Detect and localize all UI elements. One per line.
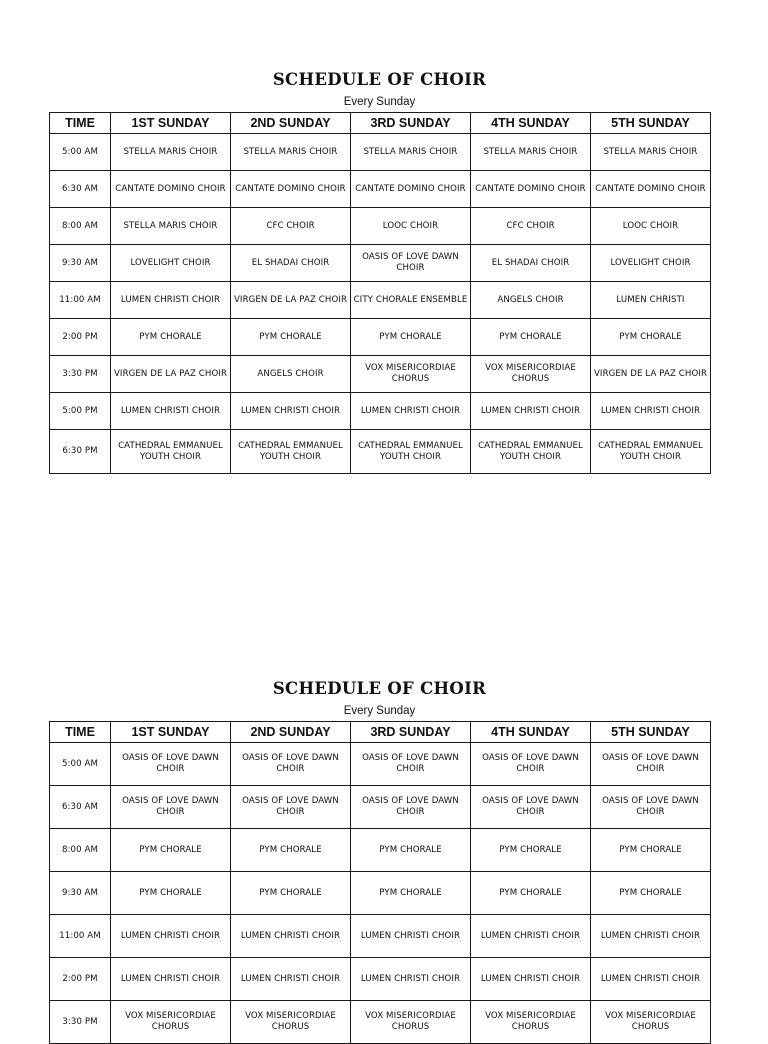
table-row bbox=[50, 786, 711, 829]
choir-cell: EL SHADAI CHOIR bbox=[231, 245, 351, 282]
choir-cell: PYM CHORALE bbox=[111, 872, 231, 915]
choir-cell: LUMEN CHRISTI CHOIR bbox=[231, 393, 351, 430]
choir-cell: LUMEN CHRISTI CHOIR bbox=[471, 915, 591, 958]
table-row bbox=[50, 393, 711, 430]
choir-cell: PYM CHORALE bbox=[471, 872, 591, 915]
choir-cell: PYM CHORALE bbox=[351, 872, 471, 915]
choir-cell: CANTATE DOMINO CHOIR bbox=[231, 171, 351, 208]
choir-cell: PYM CHORALE bbox=[111, 829, 231, 872]
choir-cell: OASIS OF LOVE DAWN CHOIR bbox=[471, 743, 591, 786]
choir-cell: PYM CHORALE bbox=[471, 829, 591, 872]
choir-cell: OASIS OF LOVE DAWN CHOIR bbox=[351, 743, 471, 786]
table-row bbox=[50, 208, 711, 245]
choir-cell: OASIS OF LOVE DAWN CHOIR bbox=[111, 786, 231, 829]
choir-cell: OASIS OF LOVE DAWN CHOIR bbox=[231, 743, 351, 786]
choir-cell: ANGELS CHOIR bbox=[231, 356, 351, 393]
time-cell: 11:00 AM bbox=[50, 282, 111, 319]
choir-cell: LUMEN CHRISTI CHOIR bbox=[351, 958, 471, 1001]
table-row bbox=[50, 430, 711, 474]
header-2nd-sunday: 2ND SUNDAY bbox=[231, 113, 351, 134]
choir-cell: CANTATE DOMINO CHOIR bbox=[111, 171, 231, 208]
choir-cell: CANTATE DOMINO CHOIR bbox=[471, 171, 591, 208]
choir-schedule-table bbox=[49, 721, 711, 1044]
choir-cell: LOOC CHOIR bbox=[591, 208, 711, 245]
table-header-row bbox=[50, 722, 711, 743]
time-cell: 5:00 PM bbox=[50, 393, 111, 430]
schedule-title: SCHEDULE OF CHOIR bbox=[272, 679, 487, 698]
time-cell: 3:30 PM bbox=[50, 356, 111, 393]
table-row bbox=[50, 319, 711, 356]
choir-cell: PYM CHORALE bbox=[231, 829, 351, 872]
choir-cell: PYM CHORALE bbox=[351, 829, 471, 872]
time-cell: 11:00 AM bbox=[50, 915, 111, 958]
choir-cell: VOX MISERICORDIAE CHORUS bbox=[471, 356, 591, 393]
choir-cell: STELLA MARIS CHOIR bbox=[591, 134, 711, 171]
table-header-row bbox=[50, 113, 711, 134]
table-row bbox=[50, 872, 711, 915]
choir-cell: STELLA MARIS CHOIR bbox=[111, 208, 231, 245]
choir-cell: PYM CHORALE bbox=[471, 319, 591, 356]
table-row bbox=[50, 356, 711, 393]
choir-cell: LUMEN CHRISTI CHOIR bbox=[471, 958, 591, 1001]
choir-cell: LUMEN CHRISTI CHOIR bbox=[591, 958, 711, 1001]
time-cell: 5:00 AM bbox=[50, 134, 111, 171]
choir-cell: PYM CHORALE bbox=[231, 872, 351, 915]
choir-cell: VOX MISERICORDIAE CHORUS bbox=[591, 1001, 711, 1044]
table-row bbox=[50, 245, 711, 282]
header-time: TIME bbox=[50, 113, 111, 134]
choir-cell: LUMEN CHRISTI CHOIR bbox=[591, 393, 711, 430]
time-cell: 5:00 AM bbox=[50, 743, 111, 786]
choir-cell: LUMEN CHRISTI CHOIR bbox=[111, 958, 231, 1001]
choir-cell: VOX MISERICORDIAE CHORUS bbox=[351, 1001, 471, 1044]
choir-cell: LUMEN CHRISTI CHOIR bbox=[231, 915, 351, 958]
choir-cell: CFC CHOIR bbox=[471, 208, 591, 245]
choir-cell: CATHEDRAL EMMANUEL YOUTH CHOIR bbox=[231, 430, 351, 474]
choir-cell: STELLA MARIS CHOIR bbox=[111, 134, 231, 171]
table-row bbox=[50, 282, 711, 319]
choir-cell: OASIS OF LOVE DAWN CHOIR bbox=[471, 786, 591, 829]
time-cell: 9:30 AM bbox=[50, 872, 111, 915]
choir-cell: CFC CHOIR bbox=[231, 208, 351, 245]
header-1st-sunday: 1ST SUNDAY bbox=[111, 113, 231, 134]
header-3rd-sunday: 3RD SUNDAY bbox=[351, 722, 471, 743]
choir-cell: CATHEDRAL EMMANUEL YOUTH CHOIR bbox=[111, 430, 231, 474]
choir-cell: CANTATE DOMINO CHOIR bbox=[591, 171, 711, 208]
time-cell: 6:30 PM bbox=[50, 430, 111, 474]
schedule-title: SCHEDULE OF CHOIR bbox=[272, 70, 487, 89]
header-4th-sunday: 4TH SUNDAY bbox=[471, 113, 591, 134]
table-row bbox=[50, 1001, 711, 1044]
header-5th-sunday: 5TH SUNDAY bbox=[591, 113, 711, 134]
header-time: TIME bbox=[50, 722, 111, 743]
schedule-subtitle: Every Sunday bbox=[343, 705, 416, 717]
choir-cell: ANGELS CHOIR bbox=[471, 282, 591, 319]
header-1st-sunday: 1ST SUNDAY bbox=[111, 722, 231, 743]
choir-cell: VIRGEN DE LA PAZ CHOIR bbox=[591, 356, 711, 393]
header-4th-sunday: 4TH SUNDAY bbox=[471, 722, 591, 743]
choir-cell: OASIS OF LOVE DAWN CHOIR bbox=[111, 743, 231, 786]
choir-cell: VOX MISERICORDIAE CHORUS bbox=[231, 1001, 351, 1044]
time-cell: 2:00 PM bbox=[50, 319, 111, 356]
choir-cell: STELLA MARIS CHOIR bbox=[231, 134, 351, 171]
choir-cell: VIRGEN DE LA PAZ CHOIR bbox=[111, 356, 231, 393]
choir-cell: VIRGEN DE LA PAZ CHOIR bbox=[231, 282, 351, 319]
choir-cell: CATHEDRAL EMMANUEL YOUTH CHOIR bbox=[591, 430, 711, 474]
choir-cell: LUMEN CHRISTI CHOIR bbox=[111, 282, 231, 319]
choir-cell: PYM CHORALE bbox=[591, 872, 711, 915]
choir-cell: LOVELIGHT CHOIR bbox=[111, 245, 231, 282]
header-2nd-sunday: 2ND SUNDAY bbox=[231, 722, 351, 743]
choir-cell: CATHEDRAL EMMANUEL YOUTH CHOIR bbox=[471, 430, 591, 474]
choir-schedule-table bbox=[49, 112, 711, 474]
time-cell: 8:00 AM bbox=[50, 829, 111, 872]
choir-cell: LUMEN CHRISTI CHOIR bbox=[471, 393, 591, 430]
choir-cell: LUMEN CHRISTI CHOIR bbox=[231, 958, 351, 1001]
choir-cell: LUMEN CHRISTI CHOIR bbox=[111, 915, 231, 958]
time-cell: 6:30 AM bbox=[50, 171, 111, 208]
choir-cell: VOX MISERICORDIAE CHORUS bbox=[351, 356, 471, 393]
choir-cell: VOX MISERICORDIAE CHORUS bbox=[471, 1001, 591, 1044]
time-cell: 6:30 AM bbox=[50, 786, 111, 829]
choir-cell: LUMEN CHRISTI CHOIR bbox=[351, 393, 471, 430]
schedule-section bbox=[49, 68, 710, 474]
schedule-section bbox=[49, 677, 710, 1044]
header-5th-sunday: 5TH SUNDAY bbox=[591, 722, 711, 743]
table-row bbox=[50, 743, 711, 786]
choir-cell: PYM CHORALE bbox=[351, 319, 471, 356]
table-row bbox=[50, 134, 711, 171]
table-row bbox=[50, 958, 711, 1001]
table-row bbox=[50, 171, 711, 208]
time-cell: 2:00 PM bbox=[50, 958, 111, 1001]
choir-cell: PYM CHORALE bbox=[111, 319, 231, 356]
choir-cell: LUMEN CHRISTI CHOIR bbox=[591, 915, 711, 958]
choir-cell: CATHEDRAL EMMANUEL YOUTH CHOIR bbox=[351, 430, 471, 474]
table-row bbox=[50, 829, 711, 872]
choir-cell: OASIS OF LOVE DAWN CHOIR bbox=[351, 245, 471, 282]
choir-cell: LOOC CHOIR bbox=[351, 208, 471, 245]
choir-cell: CITY CHORALE ENSEMBLE bbox=[351, 282, 471, 319]
time-cell: 3:30 PM bbox=[50, 1001, 111, 1044]
schedule-subtitle: Every Sunday bbox=[343, 96, 416, 108]
choir-cell: STELLA MARIS CHOIR bbox=[351, 134, 471, 171]
choir-cell: OASIS OF LOVE DAWN CHOIR bbox=[591, 786, 711, 829]
choir-cell: LUMEN CHRISTI bbox=[591, 282, 711, 319]
time-cell: 9:30 AM bbox=[50, 245, 111, 282]
choir-cell: CANTATE DOMINO CHOIR bbox=[351, 171, 471, 208]
choir-cell: LOVELIGHT CHOIR bbox=[591, 245, 711, 282]
time-cell: 8:00 AM bbox=[50, 208, 111, 245]
table-row bbox=[50, 915, 711, 958]
choir-cell: OASIS OF LOVE DAWN CHOIR bbox=[231, 786, 351, 829]
choir-cell: LUMEN CHRISTI CHOIR bbox=[111, 393, 231, 430]
choir-cell: OASIS OF LOVE DAWN CHOIR bbox=[591, 743, 711, 786]
choir-cell: LUMEN CHRISTI CHOIR bbox=[351, 915, 471, 958]
choir-cell: OASIS OF LOVE DAWN CHOIR bbox=[351, 786, 471, 829]
choir-cell: VOX MISERICORDIAE CHORUS bbox=[111, 1001, 231, 1044]
choir-cell: EL SHADAI CHOIR bbox=[471, 245, 591, 282]
choir-cell: STELLA MARIS CHOIR bbox=[471, 134, 591, 171]
choir-cell: PYM CHORALE bbox=[591, 319, 711, 356]
header-3rd-sunday: 3RD SUNDAY bbox=[351, 113, 471, 134]
choir-cell: PYM CHORALE bbox=[591, 829, 711, 872]
choir-cell: PYM CHORALE bbox=[231, 319, 351, 356]
